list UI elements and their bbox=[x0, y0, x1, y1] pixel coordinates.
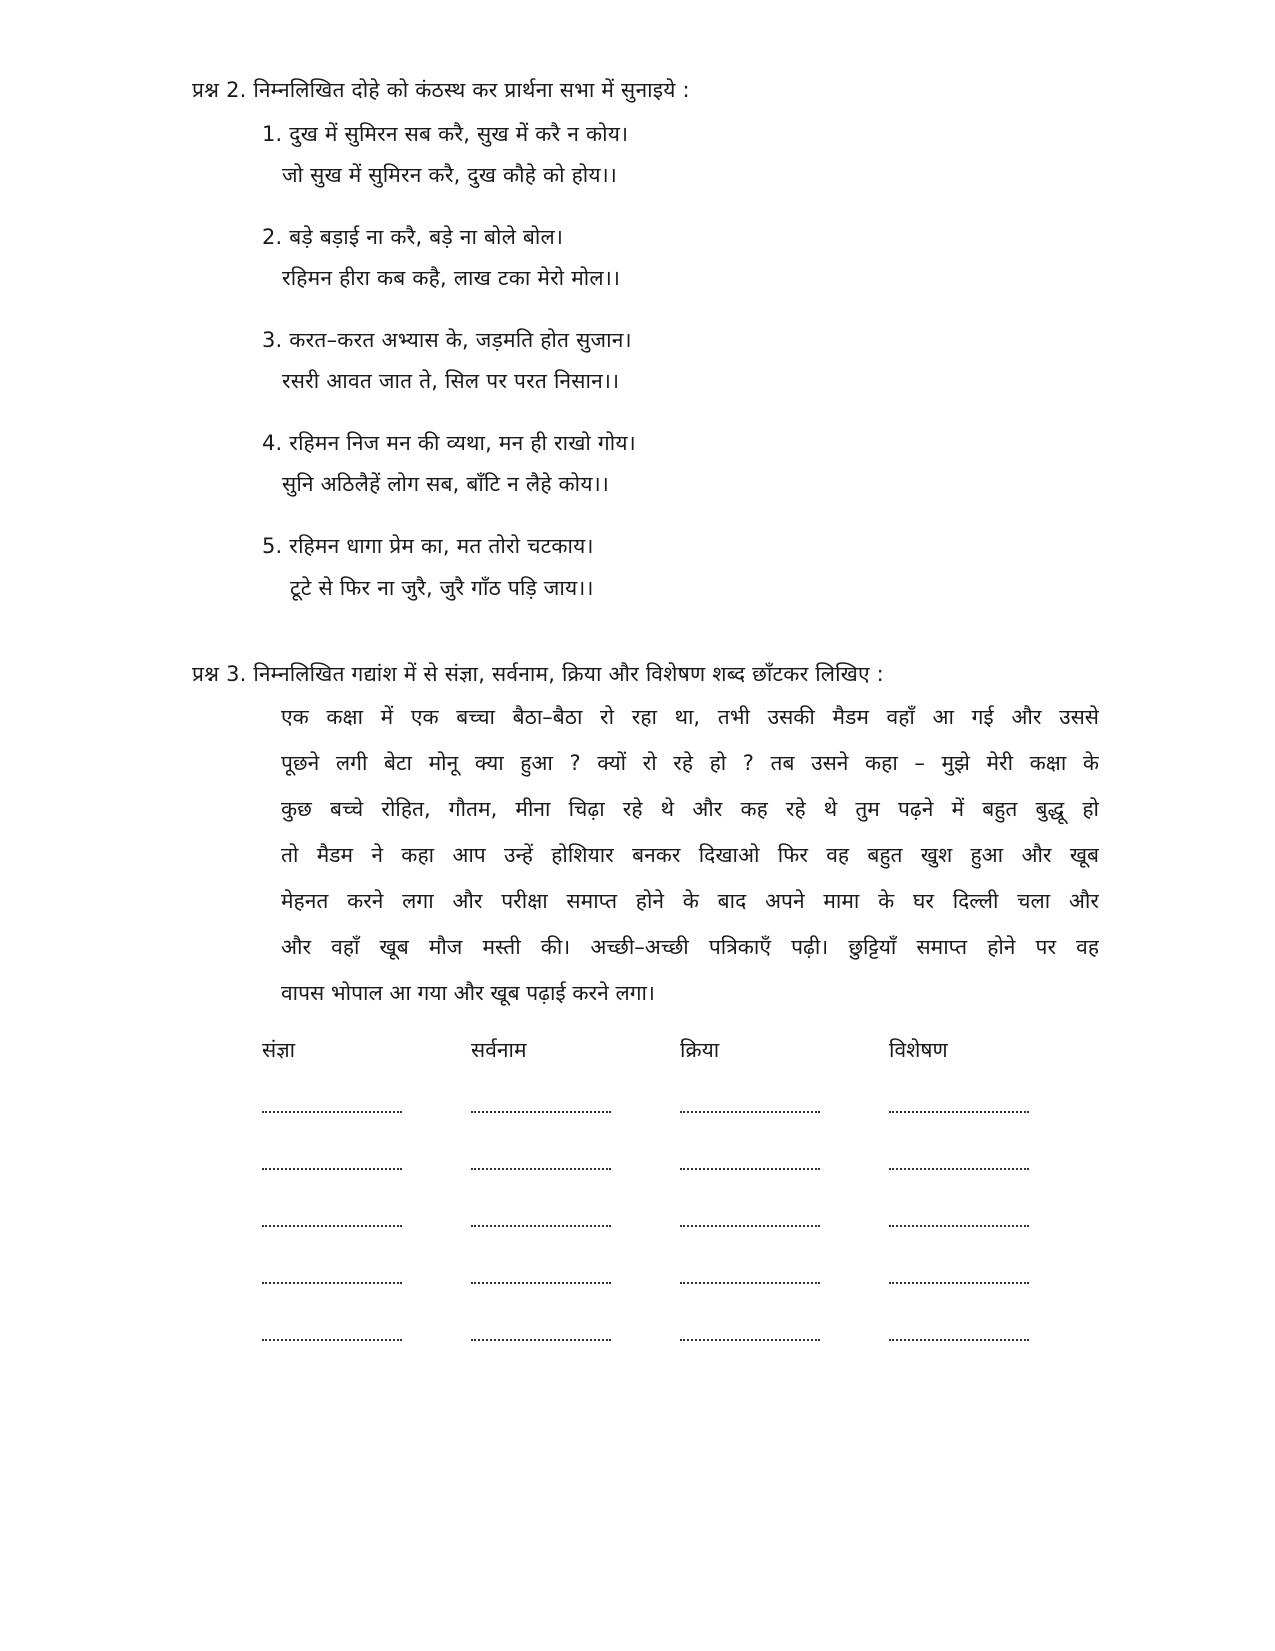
answer-blank[interactable] bbox=[889, 1282, 1029, 1284]
passage-line: पूछने लगी बेटा मोनू क्या हुआ ? क्यों रो रहे हो ? तब उसने कहा – मुझे मेरी कक्षा के bbox=[281, 751, 1099, 775]
couplet-5-line-1: 5. रहिमन धागा प्रेम का, मत तोरो चटकाय। bbox=[262, 534, 594, 558]
answer-blank[interactable] bbox=[262, 1111, 402, 1113]
answer-blank[interactable] bbox=[262, 1225, 402, 1227]
answer-blank[interactable] bbox=[889, 1111, 1029, 1113]
couplet-4-line-2: सुनि अठिलैहें लोग सब, बाँटि न लैहे कोय।। bbox=[282, 472, 610, 496]
couplet-4-line-1: 4. रहिमन निज मन की व्यथा, मन ही राखो गोय। bbox=[262, 431, 636, 455]
passage-line: वापस भोपाल आ गया और खूब पढ़ाई करने लगा। bbox=[281, 981, 655, 1005]
couplet-2-line-1: 2. बड़े बड़ाई ना करै, बड़े ना बोले बोल। bbox=[262, 225, 564, 249]
couplet-1-line-1: 1. दुख में सुमिरन सब करै, सुख में करै न कोय। bbox=[262, 122, 629, 146]
answer-blank[interactable] bbox=[889, 1339, 1029, 1341]
answer-blank[interactable] bbox=[262, 1168, 402, 1170]
passage-line: तो मैडम ने कहा आप उन्हें होशियार बनकर दिखाओ फिर वह बहुत खुश हुआ और खूब bbox=[281, 843, 1099, 867]
answer-blank[interactable] bbox=[471, 1111, 611, 1113]
answer-blank[interactable] bbox=[471, 1282, 611, 1284]
column-heading-sarvanaam: सर्वनाम bbox=[471, 1038, 527, 1062]
question-3-heading: प्रश्न 3. निम्नलिखित गद्यांश में से संज्ञा, सर्वनाम, क्रिया और विशेषण शब्द छाँटकर लिखिए : bbox=[192, 662, 884, 686]
answer-blank[interactable] bbox=[680, 1282, 820, 1284]
answer-blank[interactable] bbox=[889, 1168, 1029, 1170]
column-heading-sangya: संज्ञा bbox=[262, 1038, 296, 1062]
answer-blank[interactable] bbox=[262, 1282, 402, 1284]
answer-blank[interactable] bbox=[262, 1339, 402, 1341]
column-heading-visheshan: विशेषण bbox=[889, 1038, 948, 1062]
answer-blank[interactable] bbox=[680, 1168, 820, 1170]
passage bbox=[281, 701, 1099, 1023]
couplet-3-line-2: रसरी आवत जात ते, सिल पर परत निसान।। bbox=[282, 369, 620, 393]
couplet-2-line-2: रहिमन हीरा कब कहै, लाख टका मेरो मोल।। bbox=[282, 266, 621, 290]
answer-blank[interactable] bbox=[471, 1339, 611, 1341]
answer-blank[interactable] bbox=[889, 1225, 1029, 1227]
question-2-heading: प्रश्न 2. निम्नलिखित दोहे को कंठस्थ कर प्रार्थना सभा में सुनाइये : bbox=[192, 78, 690, 102]
answer-blank[interactable] bbox=[680, 1111, 820, 1113]
passage-line: और वहाँ खूब मौज मस्ती की। अच्छी–अच्छी पत्रिकाएँ पढ़ी। छुट्टियाँ समाप्त होने पर वह bbox=[281, 935, 1099, 959]
couplet-5-line-2: टूटे से फिर ना जुरै, जुरै गाँठ पड़ि जाय।। bbox=[290, 576, 594, 600]
couplet-3-line-1: 3. करत–करत अभ्यास के, जड़मति होत सुजान। bbox=[262, 328, 632, 352]
column-heading-kriya: क्रिया bbox=[680, 1038, 720, 1062]
passage-line: मेहनत करने लगा और परीक्षा समाप्त होने के बाद अपने मामा के घर दिल्ली चला और bbox=[281, 889, 1099, 913]
answer-blank[interactable] bbox=[680, 1225, 820, 1227]
answer-blank[interactable] bbox=[680, 1339, 820, 1341]
answer-blank[interactable] bbox=[471, 1168, 611, 1170]
passage-line: कुछ बच्चे रोहित, गौतम, मीना चिढ़ा रहे थे और कह रहे थे तुम पढ़ने में बहुत बुद्धू हो bbox=[281, 797, 1099, 821]
couplet-1-line-2: जो सुख में सुमिरन करै, दुख कौहे को होय।। bbox=[282, 163, 618, 187]
answer-blank[interactable] bbox=[471, 1225, 611, 1227]
passage-line: एक कक्षा में एक बच्चा बैठा–बैठा रो रहा था, तभी उसकी मैडम वहाँ आ गई और उससे bbox=[281, 705, 1099, 729]
